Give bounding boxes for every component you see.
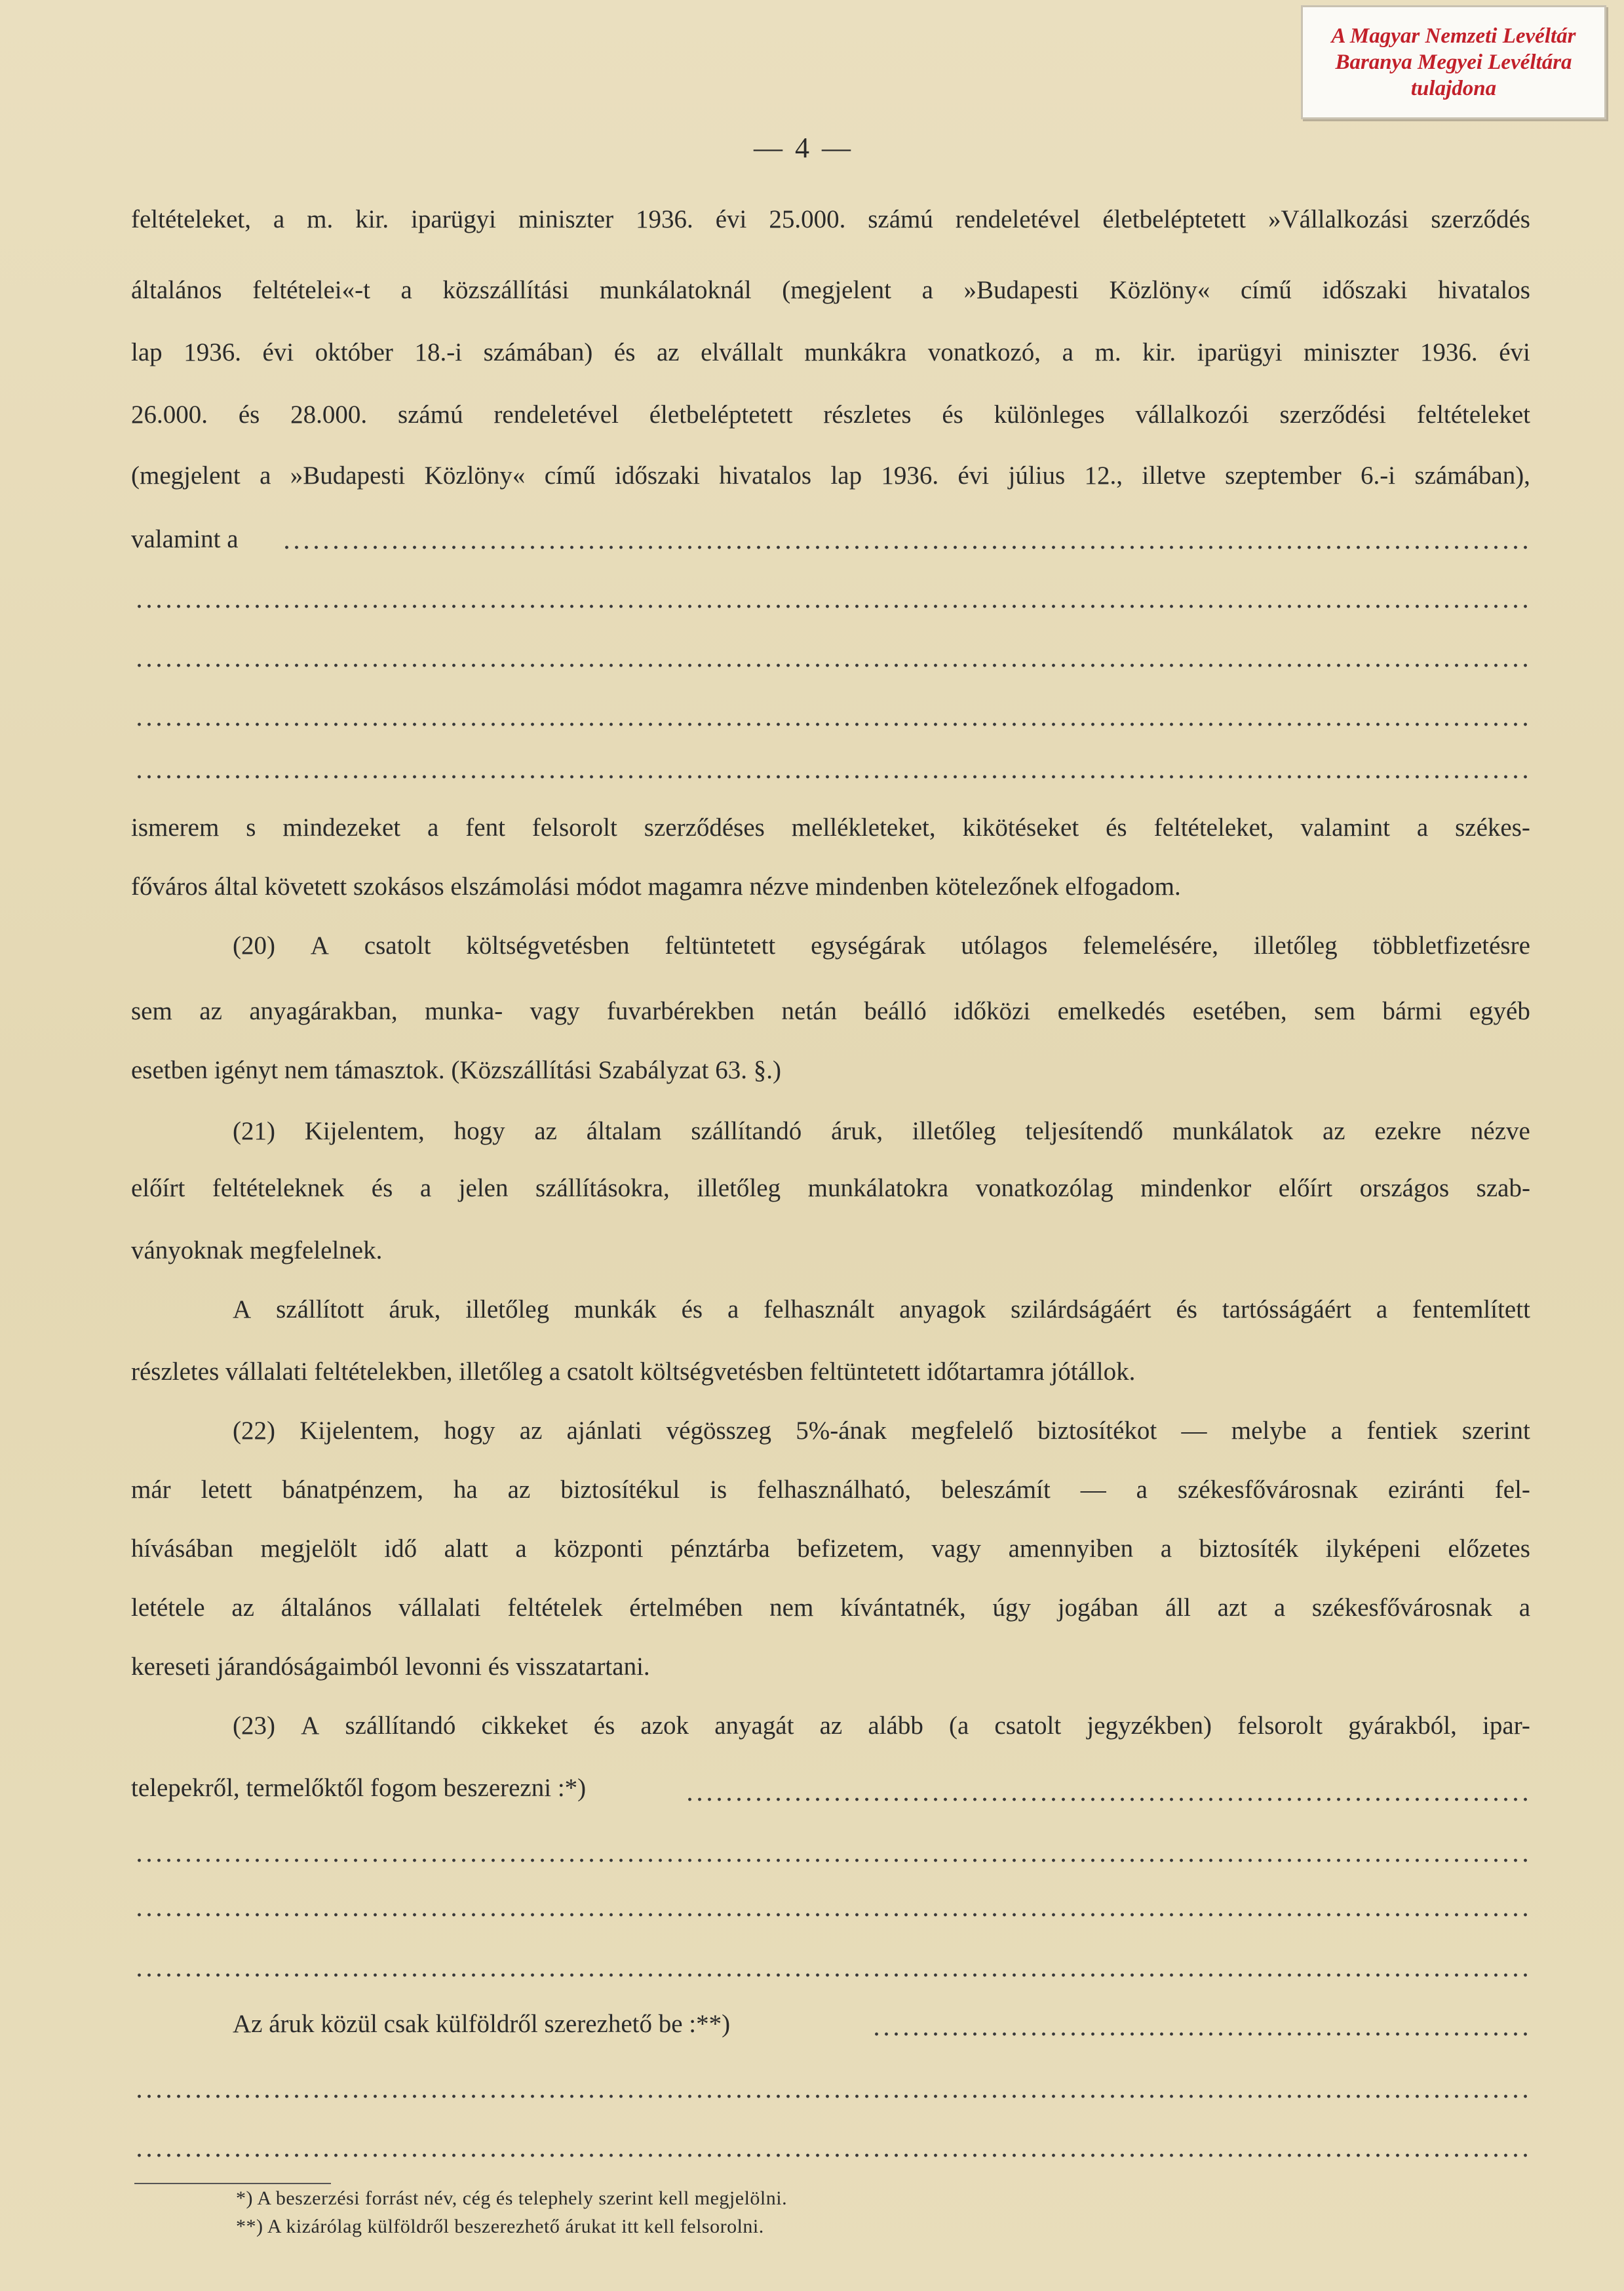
word: gyárakból,: [1348, 1712, 1457, 1740]
word: fentemlített: [1412, 1295, 1530, 1323]
word: 6.-i: [1361, 461, 1396, 490]
word: és: [942, 401, 963, 429]
word: miniszter: [1304, 338, 1399, 366]
footnote-2: **) A kizárólag külföldről beszerezhető árukat itt kell felsorolni.: [236, 2216, 764, 2237]
word: 1936.: [1420, 338, 1478, 366]
dotted-fill-line: [134, 1913, 1527, 1917]
dotted-fill-line: [872, 2032, 1527, 2036]
word: miniszter: [518, 205, 614, 233]
text-line: [131, 275, 1530, 305]
word: az: [656, 338, 680, 366]
word: (20): [233, 931, 275, 960]
word: időszaki: [615, 461, 700, 490]
text-line: kereseti járandóságaimból levonni és visszatartani.: [131, 1653, 650, 1681]
word: felemelésére,: [1083, 931, 1219, 960]
text-line: [131, 205, 1530, 234]
text-line: [131, 461, 1530, 490]
word: hivatalos: [1438, 276, 1530, 304]
word: munkálatokra: [807, 1174, 949, 1202]
word: A: [301, 1712, 320, 1740]
word: m.: [1094, 338, 1121, 366]
word: szállításokra,: [535, 1174, 670, 1202]
word: munkálatok: [1172, 1117, 1294, 1145]
word: vagy: [530, 997, 580, 1025]
word: lap: [830, 461, 862, 490]
text-line: [131, 1475, 1530, 1504]
word: előírt: [131, 1174, 185, 1202]
word: Kijelentem,: [300, 1417, 420, 1445]
word: előzetes: [1448, 1535, 1530, 1563]
text-line: [131, 813, 1530, 842]
word: letétele: [131, 1594, 205, 1622]
word: az: [819, 1712, 843, 1740]
word: nem: [769, 1594, 814, 1622]
word: és: [681, 1295, 703, 1323]
page-number: — 4 —: [754, 132, 853, 164]
word: feltételeket,: [1153, 813, 1274, 842]
word: csatolt: [994, 1712, 1062, 1740]
word: és: [1176, 1295, 1197, 1323]
dotted-fill-line: [134, 1858, 1527, 1862]
word: október: [315, 338, 393, 366]
word: a: [273, 205, 285, 233]
word: ismerem: [131, 813, 220, 842]
text-line: valamint a: [131, 525, 239, 553]
stamp-line-3: tulajdona: [1410, 77, 1497, 100]
word: fel-: [1494, 1476, 1530, 1504]
word: és: [371, 1174, 393, 1202]
word: ilyképeni: [1325, 1535, 1421, 1563]
word: című: [544, 461, 596, 490]
word: cikkeket: [481, 1712, 568, 1740]
text-line: [131, 1593, 1530, 1622]
word: az: [231, 1594, 254, 1622]
word: az: [1323, 1117, 1345, 1145]
word: általam: [586, 1117, 662, 1145]
word: a: [1330, 1417, 1343, 1445]
word: a: [260, 461, 271, 490]
word: kívántatnék,: [840, 1594, 966, 1622]
word: vállalati: [398, 1594, 481, 1622]
word: már: [131, 1476, 171, 1504]
word: évi: [715, 205, 747, 233]
word: életbeléptetett: [1102, 205, 1247, 233]
word: áruk,: [831, 1117, 883, 1145]
word: A: [233, 1295, 252, 1323]
word: feltételeknek: [212, 1174, 345, 1202]
word: anyagárakban,: [249, 997, 398, 1025]
word: emelkedés: [1057, 997, 1166, 1025]
word: iparügyi: [411, 205, 497, 233]
dotted-fill-line: [134, 2094, 1527, 2098]
word: számában),: [1414, 461, 1530, 490]
word: amennyiben: [1008, 1535, 1134, 1563]
word: általános: [131, 276, 222, 304]
text-line: [131, 400, 1530, 429]
word: A: [310, 931, 329, 960]
word: a: [1062, 338, 1073, 366]
footnote-rule: [134, 2183, 331, 2184]
word: megfelelő: [911, 1417, 1014, 1445]
word: életbeléptetett: [649, 401, 793, 429]
stamp-line-2: Baranya Megyei Levéltára: [1335, 50, 1572, 74]
word: egységárak: [811, 931, 926, 960]
text-line: [131, 338, 1530, 367]
word: 18.-i: [414, 338, 463, 366]
word: »Vállalkozási: [1267, 205, 1409, 233]
word: felsorolt: [532, 813, 617, 842]
word: hívásában: [131, 1535, 233, 1563]
word: mellékleteket,: [791, 813, 936, 842]
word: iparügyi: [1197, 338, 1283, 366]
word: az: [519, 1417, 543, 1445]
dotted-fill-line: [134, 722, 1527, 726]
word: illetőleg: [465, 1295, 550, 1323]
word: »Budapesti: [290, 461, 406, 490]
word: kikötéseket: [962, 813, 1079, 842]
word: szab-: [1476, 1174, 1530, 1202]
word: székesfővárosnak: [1177, 1476, 1358, 1504]
word: illetőleg: [912, 1117, 996, 1145]
word: költségvetésben: [466, 931, 630, 960]
word: a: [400, 276, 412, 304]
word: általános: [280, 1594, 372, 1622]
word: szeptember: [1225, 461, 1342, 490]
word: számú: [397, 401, 463, 429]
word: az: [199, 997, 222, 1025]
word: ezekre: [1374, 1117, 1442, 1145]
word: a: [1376, 1295, 1388, 1323]
word: Közlöny«: [1109, 276, 1210, 304]
word: beálló: [864, 997, 927, 1025]
dotted-fill-line: [134, 604, 1527, 608]
text-line: esetben igényt nem támasztok. (Közszállítási Szabályzat 63. §.): [131, 1056, 782, 1084]
word: »Budapesti: [963, 276, 1079, 304]
word: (23): [233, 1712, 275, 1740]
word: szilárdságáért: [1011, 1295, 1151, 1323]
text-line: [131, 1173, 1530, 1203]
archive-ownership-stamp: [1301, 5, 1606, 119]
word: évi: [957, 461, 990, 490]
text-line: [233, 1711, 1530, 1740]
word: vagy: [931, 1535, 982, 1563]
word: elvállalt: [701, 338, 783, 366]
word: hogy: [454, 1117, 505, 1145]
word: a: [1416, 813, 1429, 842]
word: anyagát: [714, 1712, 794, 1740]
word: a: [515, 1535, 527, 1563]
word: jelen: [458, 1174, 509, 1202]
dotted-fill-line: [134, 663, 1527, 667]
word: netán: [781, 997, 837, 1025]
text-line: telepekről, termelőktől fogom beszerezni :*): [131, 1774, 587, 1802]
word: melybe: [1231, 1417, 1307, 1445]
word: részletes: [823, 401, 912, 429]
dotted-fill-line: [134, 1973, 1527, 1977]
word: az: [507, 1476, 531, 1504]
word: (megjelent: [782, 276, 891, 304]
text-line: [131, 996, 1530, 1026]
word: jogában: [1057, 1594, 1139, 1622]
word: az: [534, 1117, 557, 1145]
word: is: [710, 1476, 727, 1504]
word: (22): [233, 1417, 275, 1445]
word: felhasználható,: [757, 1476, 912, 1504]
word: munkákra: [804, 338, 907, 366]
word: anyagok: [899, 1295, 986, 1323]
word: alább: [868, 1712, 923, 1740]
word: nézve: [1470, 1117, 1530, 1145]
word: 1936.: [636, 205, 693, 233]
word: fentiek: [1366, 1417, 1438, 1445]
word: lap: [131, 338, 163, 366]
word: és: [238, 401, 260, 429]
word: feltételeket: [1416, 401, 1530, 429]
word: (a: [948, 1712, 969, 1740]
text-line: [131, 1534, 1530, 1563]
word: fuvarbérekben: [606, 997, 755, 1025]
word: szerződés: [1431, 205, 1530, 233]
word: értelmében: [629, 1594, 743, 1622]
word: a: [1518, 1594, 1530, 1622]
word: vállalkozói: [1135, 401, 1249, 429]
dotted-fill-line: [282, 545, 1527, 549]
word: sem: [1314, 997, 1355, 1025]
word: rendeletével: [493, 401, 619, 429]
word: illetve: [1142, 461, 1206, 490]
word: biztosítékul: [560, 1476, 680, 1504]
word: ha: [453, 1476, 478, 1504]
word: egyéb: [1469, 997, 1530, 1025]
word: m.: [307, 205, 334, 233]
word: felsorolt: [1237, 1712, 1323, 1740]
word: eziránti: [1387, 1476, 1465, 1504]
word: 1936.: [184, 338, 241, 366]
word: illetőleg: [1253, 931, 1338, 960]
word: azok: [640, 1712, 689, 1740]
word: 12.,: [1084, 461, 1123, 490]
word: bármi: [1382, 997, 1442, 1025]
word: a: [427, 813, 439, 842]
word: 28.000.: [290, 401, 368, 429]
word: azt: [1217, 1594, 1248, 1622]
word: teljesítendő: [1025, 1117, 1144, 1145]
word: július: [1008, 461, 1066, 490]
word: hogy: [444, 1417, 495, 1445]
word: áll: [1165, 1594, 1191, 1622]
word: kir.: [355, 205, 389, 233]
word: feltételei«-t: [252, 276, 370, 304]
word: című: [1240, 276, 1292, 304]
word: idő: [384, 1535, 417, 1563]
word: és: [613, 338, 636, 366]
word: és: [593, 1712, 615, 1740]
word: feltételeket,: [131, 205, 251, 233]
word: székesfővárosnak: [1311, 1594, 1492, 1622]
word: a: [727, 1295, 739, 1323]
word: a: [419, 1174, 432, 1202]
word: szerződési: [1279, 401, 1386, 429]
word: országos: [1359, 1174, 1450, 1202]
word: többletfizetésre: [1372, 931, 1530, 960]
text-line: [233, 1295, 1530, 1324]
word: szerint: [1461, 1417, 1530, 1445]
word: felhasznált: [764, 1295, 875, 1323]
word: Kijelentem,: [304, 1117, 425, 1145]
word: megjelölt: [260, 1535, 357, 1563]
word: tartósságáért: [1222, 1295, 1351, 1323]
word: —: [1181, 1417, 1207, 1445]
word: 26.000.: [131, 401, 208, 429]
word: (megjelent: [131, 461, 241, 490]
word: vonatkozó,: [927, 338, 1041, 366]
word: 1936.: [881, 461, 939, 490]
word: székes-: [1455, 813, 1530, 842]
word: rendeletével: [955, 205, 1081, 233]
word: pénztárba: [670, 1535, 770, 1563]
word: áruk,: [389, 1295, 441, 1323]
word: —: [1080, 1476, 1106, 1504]
text-line: [233, 1116, 1530, 1146]
word: utólagos: [961, 931, 1048, 960]
word: vonatkozólag: [975, 1174, 1113, 1202]
footnote-1: *) A beszerzési forrást név, cég és telephely szerint kell megjelölni.: [236, 2187, 788, 2209]
word: szerződéses: [644, 813, 765, 842]
word: a: [921, 276, 933, 304]
word: a: [1273, 1594, 1286, 1622]
word: munka-: [425, 997, 503, 1025]
word: feltüntetett: [665, 931, 776, 960]
word: mindezeket: [282, 813, 401, 842]
word: szállítandó: [691, 1117, 802, 1145]
word: munkák: [574, 1295, 657, 1323]
word: végösszeg: [666, 1417, 771, 1445]
word: (21): [233, 1117, 275, 1145]
word: évi: [262, 338, 294, 366]
word: jegyzékben): [1087, 1712, 1212, 1740]
word: ajánlati: [566, 1417, 642, 1445]
word: s: [246, 813, 256, 842]
word: különleges: [994, 401, 1105, 429]
text-line: főváros által követett szokásos elszámolási módot magamra nézve mindenben kötelezőnek elfogadom.: [131, 872, 1181, 901]
word: a: [1160, 1535, 1172, 1563]
word: munkálatoknál: [599, 276, 752, 304]
word: előírt: [1278, 1174, 1333, 1202]
word: Közlöny«: [424, 461, 526, 490]
word: esetében,: [1192, 997, 1287, 1025]
word: szállított: [276, 1295, 364, 1323]
word: számában): [483, 338, 593, 366]
text-line: Az áruk közül csak külföldről szerezhető be :**): [233, 2010, 731, 2038]
word: fent: [465, 813, 505, 842]
word: kir.: [1142, 338, 1176, 366]
word: feltételek: [507, 1594, 603, 1622]
word: évi: [1499, 338, 1530, 366]
word: ipar-: [1482, 1712, 1530, 1740]
word: beleszámít: [941, 1476, 1051, 1504]
text-line: [233, 931, 1530, 960]
word: befizetem,: [797, 1535, 904, 1563]
word: mindenkor: [1140, 1174, 1252, 1202]
word: bánatpénzem,: [282, 1476, 423, 1504]
word: a: [1136, 1476, 1148, 1504]
dotted-fill-line: [134, 775, 1527, 779]
word: időközi: [954, 997, 1031, 1025]
text-line: részletes vállalati feltételekben, illetőleg a csatolt költségvetésben feltüntetett időtartamra jótállok.: [131, 1358, 1136, 1386]
word: sem: [131, 997, 172, 1025]
word: időszaki: [1322, 276, 1408, 304]
dotted-fill-line: [134, 2153, 1527, 2157]
text-line: [233, 1416, 1530, 1445]
dotted-fill-line: [685, 1797, 1527, 1801]
word: központi: [554, 1535, 644, 1563]
word: biztosíték: [1199, 1535, 1299, 1563]
word: hivatalos: [719, 461, 812, 490]
word: biztosítékot: [1037, 1417, 1157, 1445]
word: letett: [201, 1476, 252, 1504]
word: közszállítási: [442, 276, 570, 304]
word: 25.000.: [769, 205, 846, 233]
word: és: [1106, 813, 1127, 842]
word: 5%-ának: [796, 1417, 887, 1445]
word: szállítandó: [345, 1712, 456, 1740]
word: csatolt: [364, 931, 431, 960]
word: számú: [868, 205, 933, 233]
word: alatt: [444, 1535, 488, 1563]
word: illetőleg: [697, 1174, 781, 1202]
text-line: ványoknak megfelelnek.: [131, 1236, 383, 1264]
word: úgy: [992, 1594, 1031, 1622]
stamp-line-1: A Magyar Nemzeti Levéltár: [1331, 24, 1576, 48]
word: valamint: [1300, 813, 1390, 842]
